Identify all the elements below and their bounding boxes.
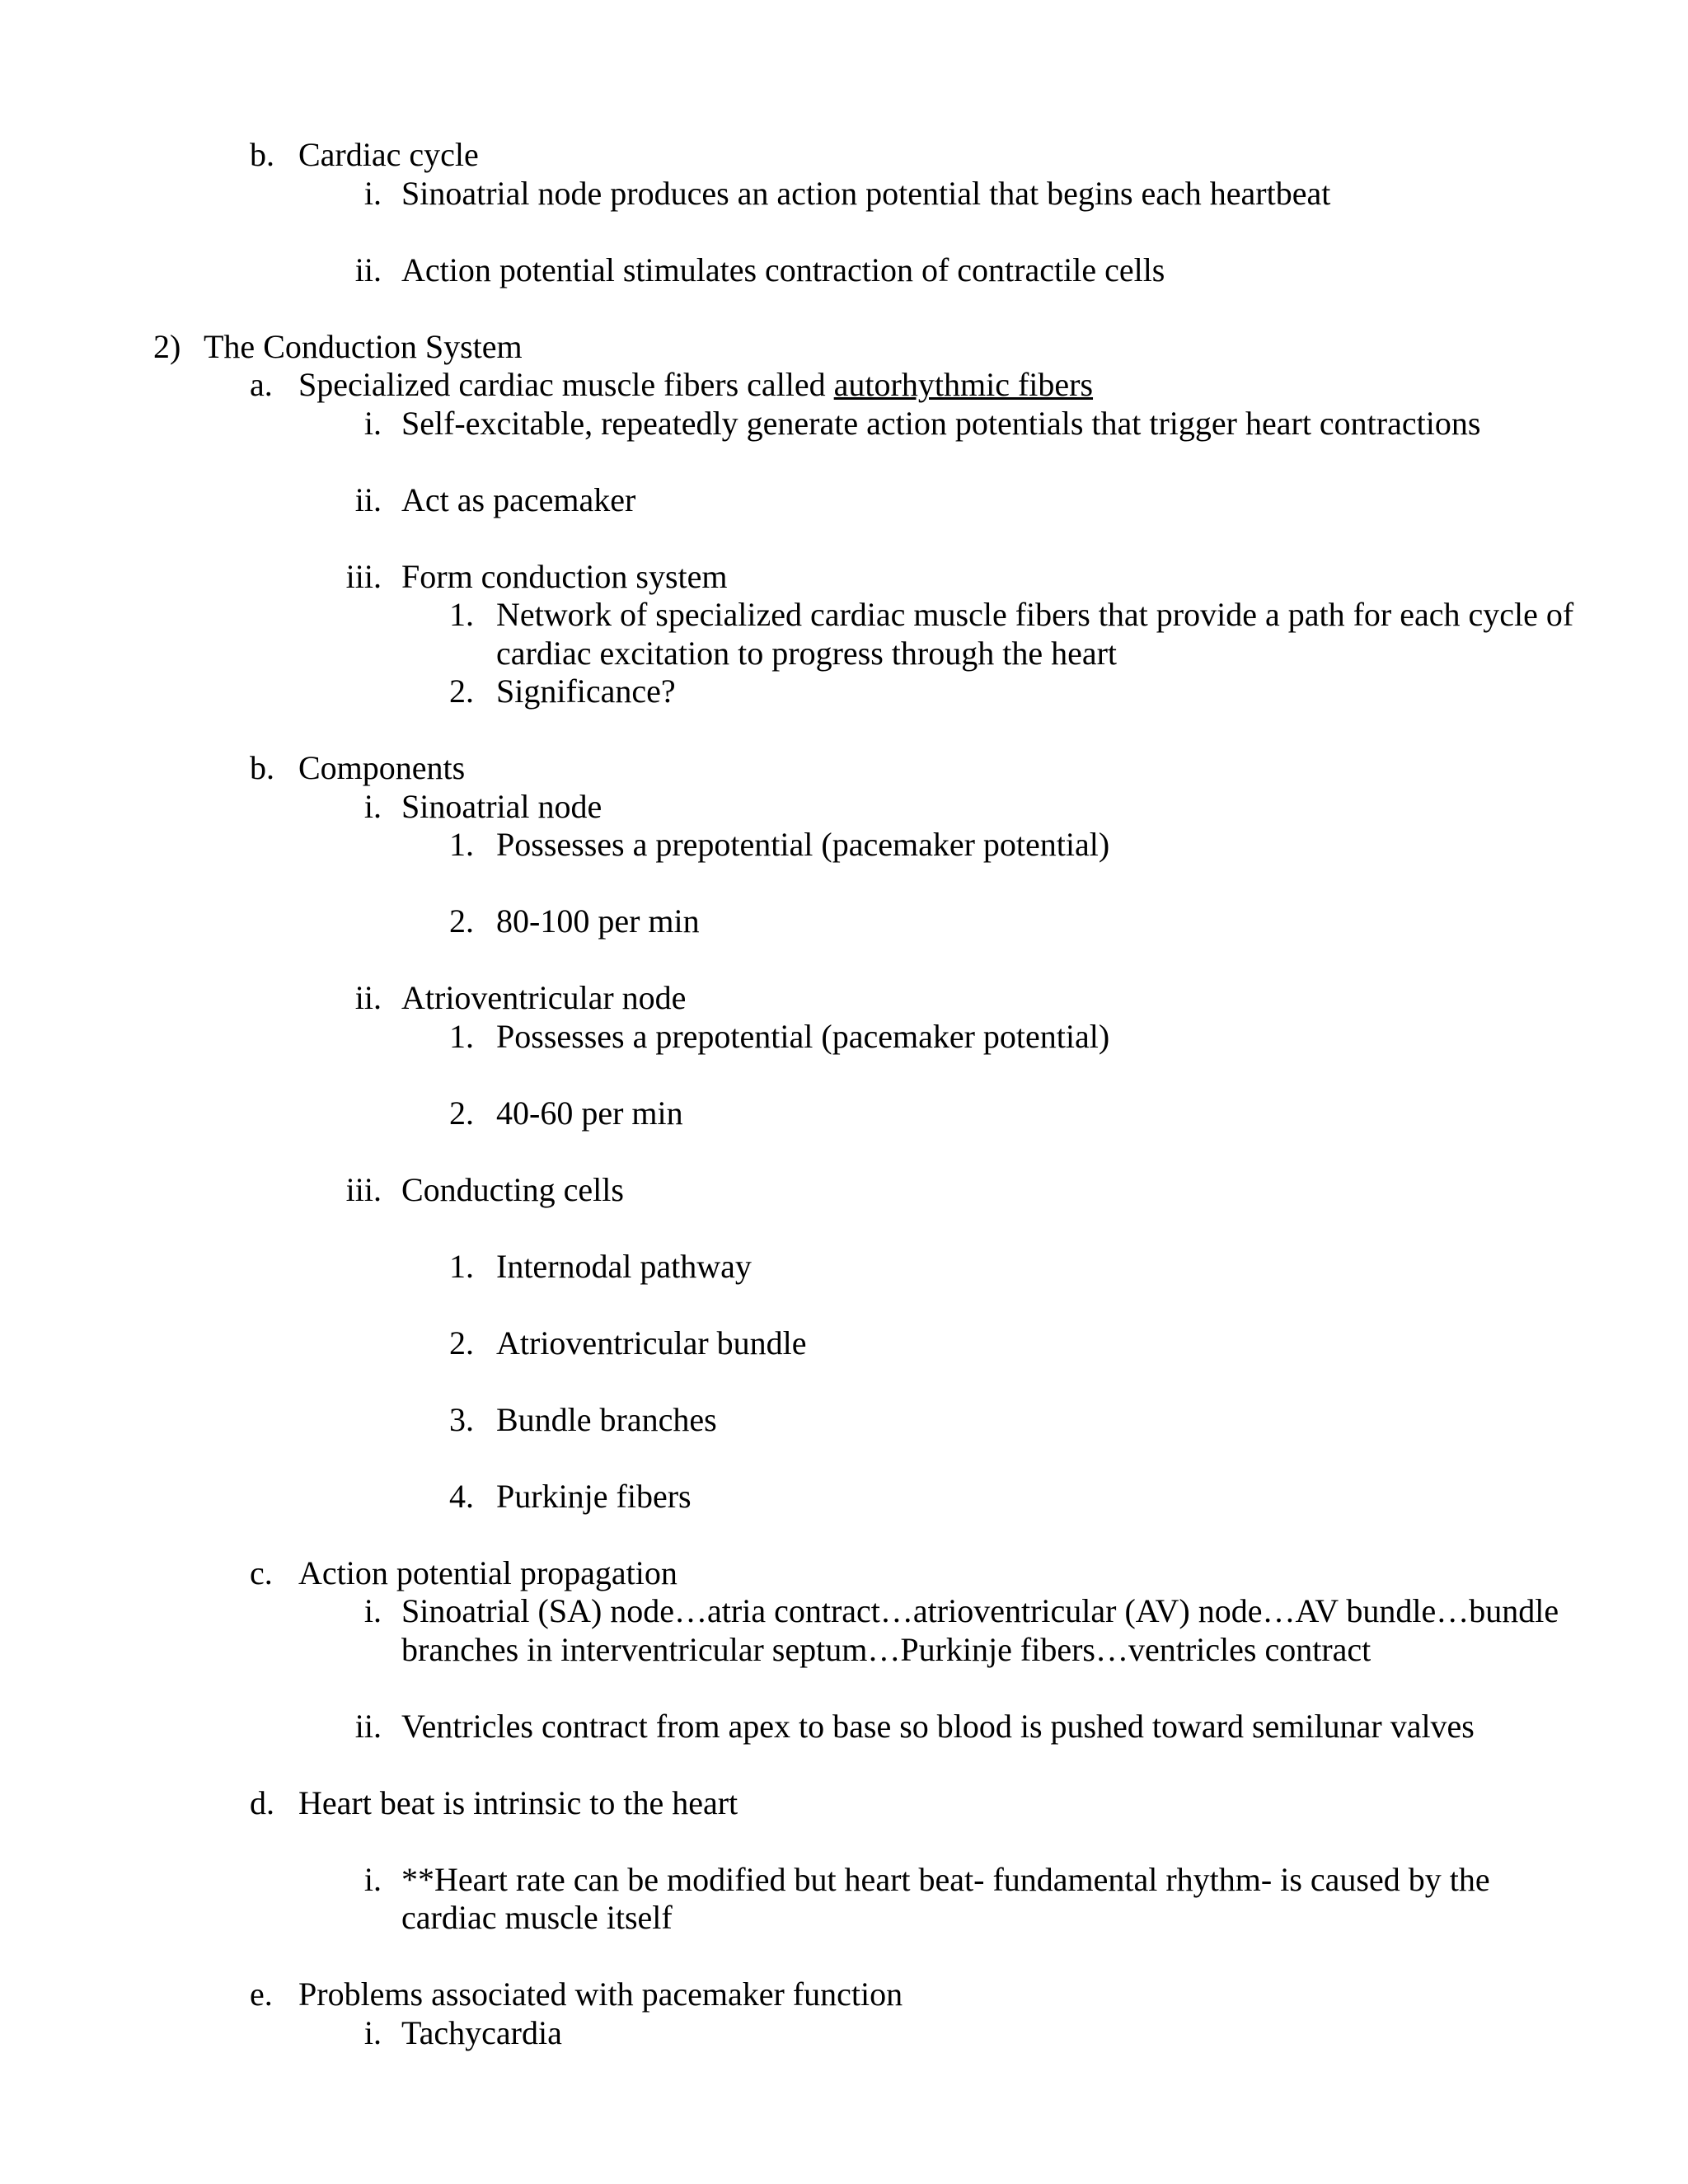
outline-item [0, 1592, 1593, 1669]
item-text: Purkinje fibers [496, 1477, 692, 1515]
list-marker: 3. [449, 1400, 474, 1438]
item-text: Tachycardia [401, 2013, 562, 2051]
item-text: Conducting cells [401, 1170, 624, 1208]
list-marker: 2. [449, 1094, 474, 1132]
outline-item [0, 1324, 1593, 1363]
item-text: Ventricles contract from apex to base so blood is pushed toward semilunar valves [401, 1707, 1475, 1745]
list-marker: i. [363, 1592, 382, 1629]
outline-item [0, 1708, 1593, 1746]
item-text: Network of specialized cardiac muscle fibers that provide a path for each cycle of cardiac excitation to progress through the heart [496, 596, 1574, 672]
outline-item [0, 405, 1593, 443]
outline-item [0, 251, 1593, 290]
list-marker: 2) [153, 327, 181, 365]
item-text: Significance? [496, 673, 676, 710]
list-marker: 1. [449, 596, 474, 633]
list-marker: 2. [449, 673, 474, 710]
list-marker: a. [250, 366, 273, 403]
item-text: Action potential stimulates contraction of contractile cells [401, 251, 1165, 288]
list-marker: i. [363, 2013, 382, 2051]
item-text: 40-60 per min [496, 1094, 683, 1132]
list-marker: i. [363, 404, 382, 442]
outline-item [0, 673, 1593, 711]
list-marker: 2. [449, 1324, 474, 1361]
item-text: Form conduction system [401, 557, 728, 595]
item-text: **Heart rate can be modified but heart beat- fundamental rhythm- is caused by the cardiac muscle itself [401, 1860, 1490, 1936]
list-marker: 1. [449, 826, 474, 863]
list-marker: e. [250, 1975, 273, 2013]
outline-item [0, 2014, 1593, 2053]
outline-item [0, 1478, 1593, 1516]
outline-item [0, 366, 1593, 405]
list-marker: iii. [345, 1170, 382, 1208]
item-text: Action potential propagation [298, 1554, 678, 1591]
outline-item [0, 596, 1593, 673]
list-marker: ii. [354, 979, 382, 1016]
list-marker: ii. [354, 480, 382, 518]
list-marker: i. [363, 174, 382, 212]
item-text: Possesses a prepotential (pacemaker potential) [496, 1017, 1110, 1055]
list-marker: 4. [449, 1477, 474, 1515]
item-text: Heart beat is intrinsic to the heart [298, 1783, 738, 1821]
item-text: Sinoatrial node [401, 787, 603, 825]
outline-item [0, 788, 1593, 827]
item-text: Internodal pathway [496, 1247, 752, 1285]
item-text: Bundle branches [496, 1400, 717, 1438]
outline-item [0, 1861, 1593, 1938]
outline-item [0, 826, 1593, 865]
outline-item [0, 1018, 1593, 1057]
item-text: Atrioventricular bundle [496, 1324, 807, 1361]
item-text: Atrioventricular node [401, 979, 687, 1016]
list-marker: 2. [449, 902, 474, 940]
list-marker: ii. [354, 251, 382, 288]
item-text: Act as pacemaker [401, 480, 636, 518]
outline-item [0, 175, 1593, 213]
item-text: Components [298, 749, 466, 786]
item-text: Sinoatrial (SA) node…atria contract…atrioventricular (AV) node…AV bundle…bundle branches in interventricular septum…Purkinje fibers…ventricles contract [401, 1592, 1559, 1668]
item-text: Cardiac cycle [298, 136, 479, 173]
item-text: Possesses a prepotential (pacemaker potential) [496, 826, 1110, 863]
list-marker: b. [250, 749, 274, 786]
item-text: The Conduction System [204, 327, 523, 365]
outline-item [0, 1554, 1593, 1593]
item-text: Self-excitable, repeatedly generate action potentials that trigger heart contractions [401, 404, 1481, 442]
item-text: 80-100 per min [496, 902, 700, 940]
outline-item [0, 558, 1593, 597]
outline-item [0, 749, 1593, 788]
list-marker: d. [250, 1783, 274, 1821]
list-marker: i. [363, 1860, 382, 1898]
outline-item [0, 979, 1593, 1018]
outline-item [0, 1094, 1593, 1133]
list-marker: c. [250, 1554, 273, 1591]
list-marker: 1. [449, 1017, 474, 1055]
list-marker: 1. [449, 1247, 474, 1285]
outline-item [0, 1401, 1593, 1440]
outline-item [0, 1975, 1593, 2014]
outline-item [0, 1248, 1593, 1286]
outline-item [0, 328, 1593, 367]
item-text: Specialized cardiac muscle fibers called [298, 366, 834, 403]
item-text: Sinoatrial node produces an action potential that begins each heartbeat [401, 174, 1331, 212]
list-marker: ii. [354, 1707, 382, 1745]
list-marker: b. [250, 136, 274, 173]
list-marker: i. [363, 787, 382, 825]
outline-item [0, 136, 1593, 175]
outline-item [0, 481, 1593, 520]
item-text: Problems associated with pacemaker function [298, 1975, 903, 2013]
item-text-underlined: autorhythmic fibers [833, 366, 1094, 403]
outline-item [0, 1784, 1593, 1823]
list-marker: iii. [345, 557, 382, 595]
outline-item [0, 902, 1593, 941]
outline-item [0, 1171, 1593, 1210]
